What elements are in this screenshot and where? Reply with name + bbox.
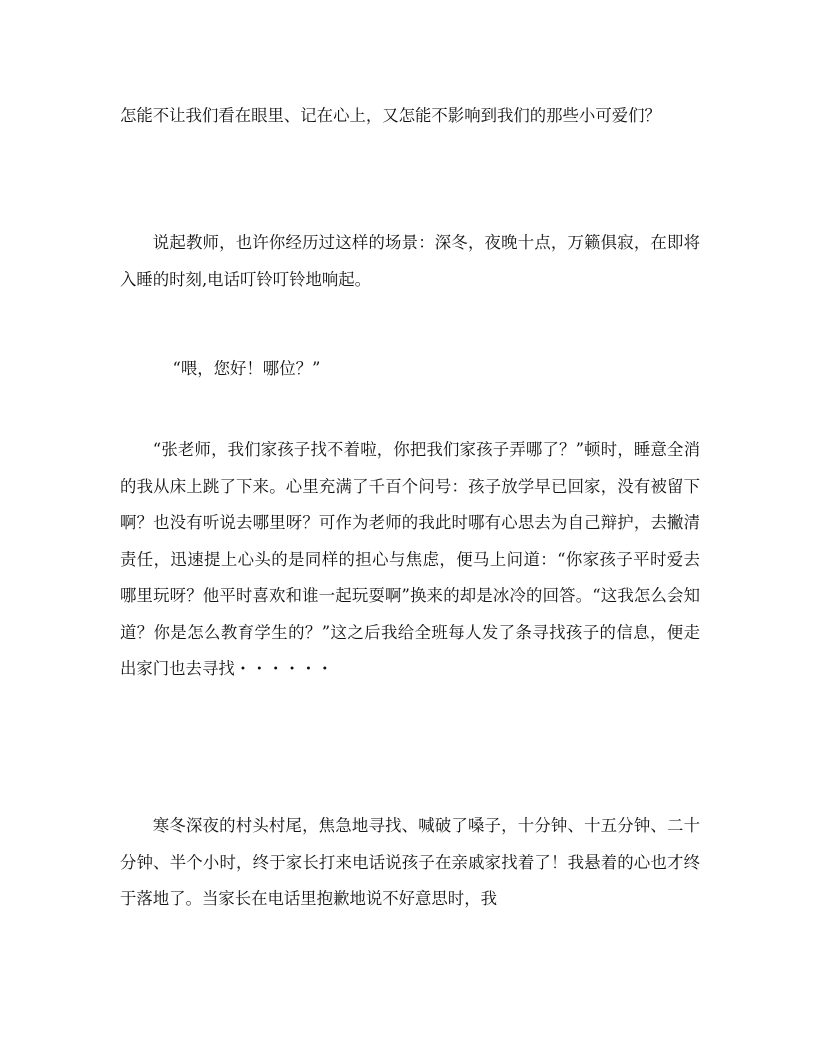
paragraph-phone-greeting: “喂，您好！哪位？” [172,359,321,378]
paragraph-search-night: 寒冬深夜的村头村尾，焦急地寻找、喊破了嗓子，十分钟、十五分钟、二十分钟、半个小时，终于家长打来电话说孩子在亲戚家找着了！我悬着的心也才终于落地了。当家长在电话里抱歉地说不好意思时，我 [120,816,700,908]
paragraph-teacher-scene: 说起教师，也许你经历过这样的场景：深冬，夜晚十点，万籁俱寂，在即将入睡的时刻,电话叮铃叮铃地响起。 [120,233,700,289]
paragraph-continuation: 怎能不让我们看在眼里、记在心上，又怎能不影响到我们的那些小可爱们？ [120,106,661,125]
paragraph-parent-call: “张老师，我们家孩子找不着啦，你把我们家孩子弄哪了？”顿时，睡意全消的我从床上跳了下来。心里充满了千百个问号：孩子放学早已回家，没有被留下啊？也没有听说去哪里呀？可作为老师的我此时哪有心思去为自己辩护，去撇清责任，迅速提上心头的是同样的担心与焦虑，便马上问道：“你家孩子平时爱去哪里玩呀？他平时喜欢和谁一起玩耍啊”换来的却是冰冷的回答。“这我怎么会知道？你是怎么教育学生的？”这之后我给全班每人发了条寻找孩子的信息，便走出家门也去寻找・・・・・・ [120,440,700,678]
